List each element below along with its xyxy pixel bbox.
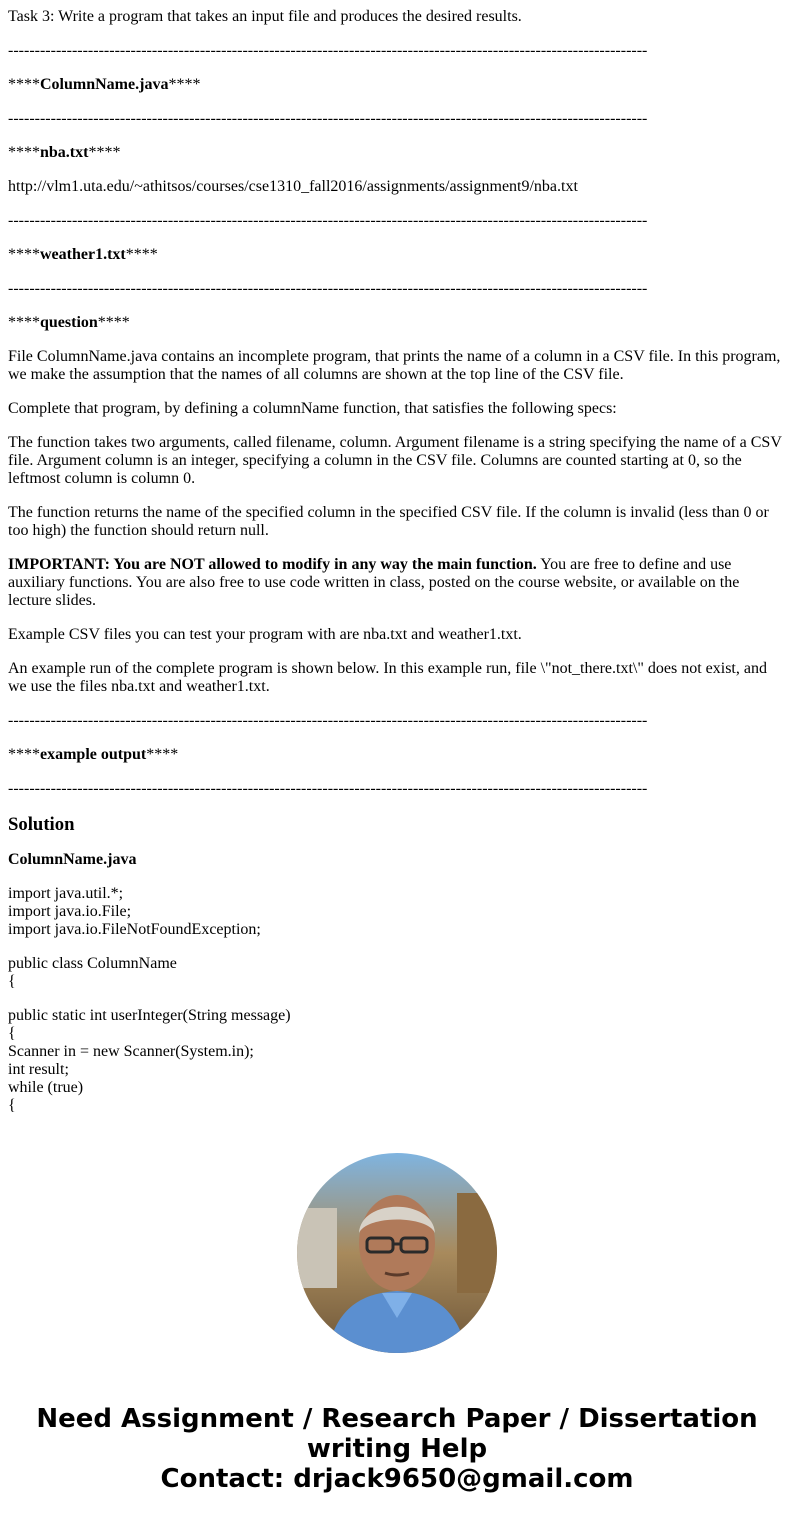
question-paragraph: The function returns the name of the specified column in the specified CSV file. If the column is invalid (less than 0 or too high) the function should return null. (8, 504, 769, 539)
task-title: Task 3: Write a program that takes an input file and produces the desired results. (8, 8, 522, 25)
author-photo (297, 1153, 497, 1353)
code-line: import java.io.File; (8, 903, 132, 920)
code-block (8, 885, 786, 1115)
document-body (8, 8, 786, 1115)
separator: ------------------------------------------------------------------------------------------------------------------------ (8, 212, 648, 229)
section-heading-columnname: ****ColumnName.java**** (8, 76, 201, 93)
code-line: { (8, 1025, 16, 1042)
section-heading-question: ****question**** (8, 314, 130, 331)
section-heading-weather: ****weather1.txt**** (8, 246, 158, 263)
footer-contact: Contact: drjack9650@gmail.com (160, 1464, 634, 1494)
separator: ------------------------------------------------------------------------------------------------------------------------ (8, 42, 648, 59)
code-line: public static int userInteger(String message) (8, 1007, 291, 1024)
section-heading-example-output: ****example output**** (8, 746, 179, 763)
code-line: import java.io.FileNotFoundException; (8, 921, 261, 938)
separator: ------------------------------------------------------------------------------------------------------------------------ (8, 110, 648, 127)
footer-line: Need Assignment / Research Paper / Dissertation (36, 1404, 758, 1434)
question-paragraph: File ColumnName.java contains an incomplete program, that prints the name of a column in a CSV file. In this program, we make the assumption that the names of all columns are shown at the top line of the CSV file. (8, 348, 781, 383)
question-paragraph: The function takes two arguments, called filename, column. Argument filename is a string specifying the name of a CSV file. Argument column is an integer, specifying a column in the CSV file. Columns are counted starting at 0, so the leftmost column is column 0. (8, 434, 782, 487)
code-line: import java.util.*; (8, 885, 124, 902)
code-line: public class ColumnName (8, 955, 177, 972)
separator: ------------------------------------------------------------------------------------------------------------------------ (8, 712, 648, 729)
code-line: { (8, 1097, 16, 1114)
separator: ------------------------------------------------------------------------------------------------------------------------ (8, 780, 648, 797)
question-paragraph: Complete that program, by defining a columnName function, that satisfies the following specs: (8, 400, 617, 417)
footer-line: writing Help (306, 1434, 488, 1464)
question-paragraph: Example CSV files you can test your program with are nba.txt and weather1.txt. (8, 626, 522, 643)
section-heading-nba: ****nba.txt**** (8, 144, 121, 161)
code-line: { (8, 973, 16, 990)
code-line: int result; (8, 1061, 69, 1078)
code-line: while (true) (8, 1079, 84, 1096)
code-line: Scanner in = new Scanner(System.in); (8, 1043, 254, 1060)
solution-heading: Solution (8, 814, 75, 835)
important-paragraph: IMPORTANT: You are NOT allowed to modify in any way the main function. You are free to define and use auxiliary functions. You are also free to use code written in class, posted on the course website, or available on the lecture slides. (8, 556, 740, 609)
separator: ------------------------------------------------------------------------------------------------------------------------ (8, 280, 648, 297)
nba-url: http://vlm1.uta.edu/~athitsos/courses/cse1310_fall2016/assignments/assignment9/nba.txt (8, 178, 578, 195)
contact-footer (0, 1404, 794, 1494)
solution-filename: ColumnName.java (8, 851, 137, 868)
question-paragraph: An example run of the complete program is shown below. In this example run, file \"not_there.txt\" does not exist, and we use the files nba.txt and weather1.txt. (8, 660, 767, 695)
